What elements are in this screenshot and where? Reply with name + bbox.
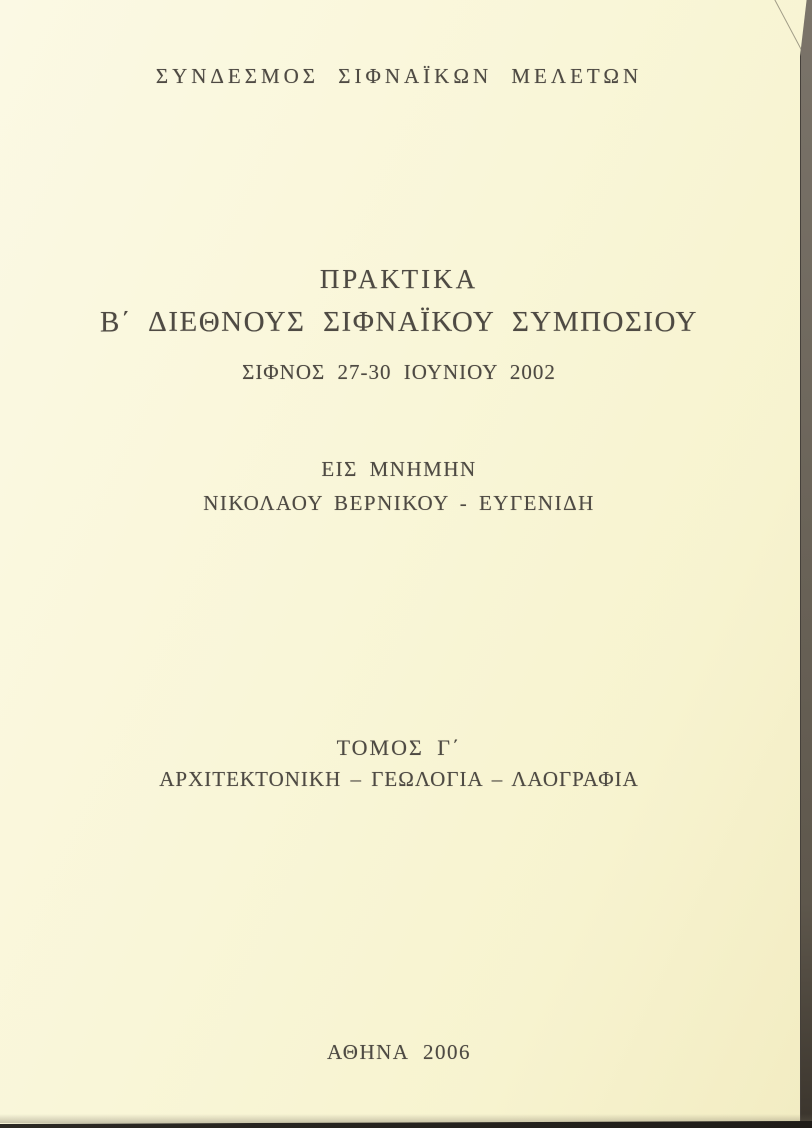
volume-number: ΤΟΜΟΣ Γ΄: [336, 735, 462, 760]
book-subtitle: Β΄ ΔΙΕΘΝΟΥΣ ΣΙΦΝΑΪΚΟΥ ΣΥΜΠΟΣΙΟΥ: [100, 306, 698, 338]
scan-corner-line: [774, 0, 804, 54]
dedication-heading: ΕΙΣ ΜΝΗΜΗΝ: [321, 457, 477, 481]
association-name: ΣΥΝΔΕΣΜΟΣ ΣΙΦΝΑΪΚΩΝ ΜΕΛΕΤΩΝ: [155, 64, 643, 88]
imprint-city-year: ΑΘΗΝΑ 2006: [326, 1040, 472, 1064]
book-title: ΠΡΑΚΤΙΚΑ: [319, 264, 479, 294]
event-location-dates: ΣΙΦΝΟΣ 27-30 ΙΟΥΝΙΟΥ 2002: [242, 360, 556, 384]
volume-subjects: ΑΡΧΙΤΕΚΤΟΝΙΚΗ – ΓΕΩΛΟΓΙΑ – ΛΑΟΓΡΑΦΙΑ: [159, 767, 639, 791]
dedication-name: ΝΙΚΟΛΑΟΥ ΒΕΡΝΙΚΟΥ - ΕΥΓΕΝΙΔΗ: [203, 491, 595, 515]
scan-edge-right: [800, 0, 812, 1128]
